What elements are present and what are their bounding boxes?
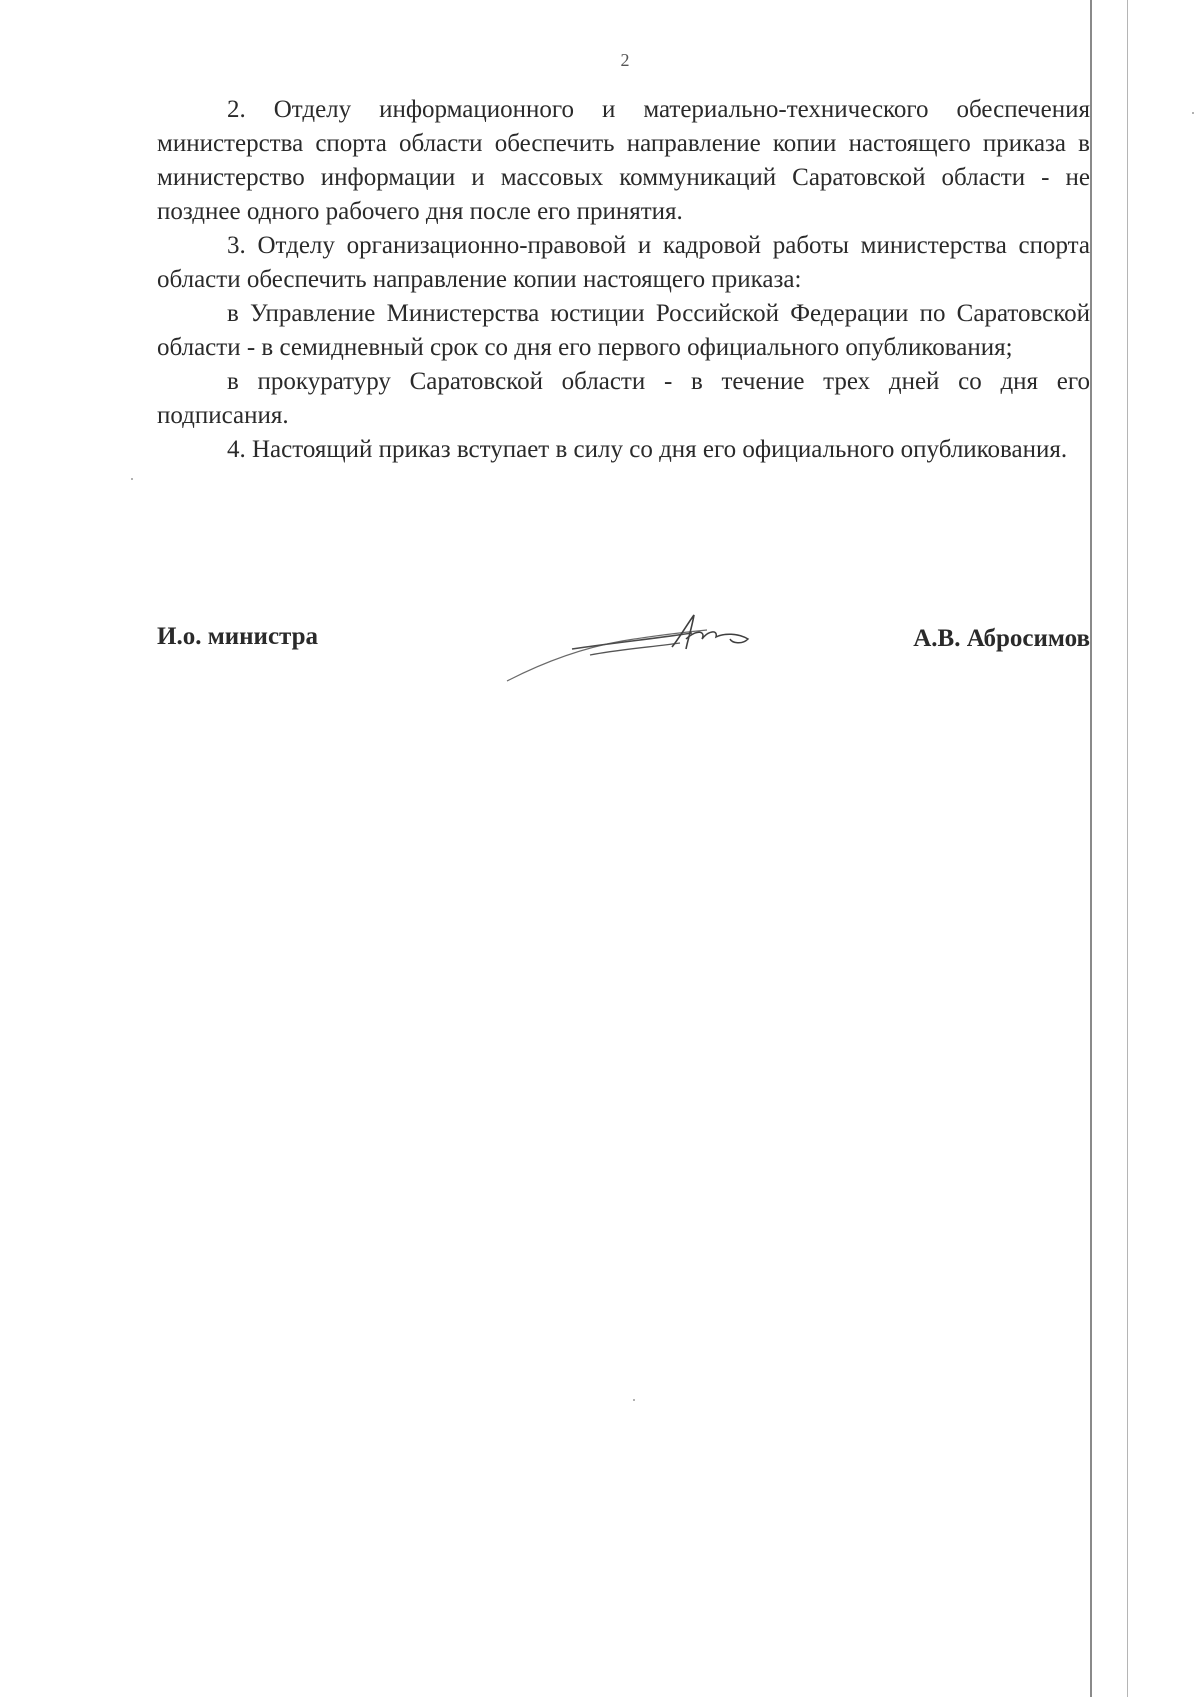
scan-speck bbox=[1192, 112, 1194, 114]
paragraph-item-3-justice: в Управление Министерства юстиции Российской Федерации по Саратовской области - в семидневный срок со дня его первого официального опубликования; bbox=[157, 300, 1090, 361]
signatory-title: И.о. министра bbox=[157, 623, 319, 650]
document-body bbox=[157, 93, 1090, 467]
paragraph-item-3-prosecutor: в прокуратуру Саратовской области - в течение трех дней со дня его подписания. bbox=[157, 368, 1090, 429]
handwritten-signature bbox=[502, 603, 762, 683]
scan-edge-line-secondary bbox=[1127, 0, 1128, 1697]
signature-block bbox=[157, 603, 1090, 683]
paragraph-item-2: 2. Отделу информационного и материально-технического обеспечения министерства спорта области обеспечить направление копии настоящего приказа в министерство информации и массовых коммуникаций Саратовской области - не позднее одного рабочего дня после его принятия. bbox=[157, 96, 1090, 225]
paragraph-item-3: 3. Отделу организационно-правовой и кадровой работы министерства спорта области обеспечить направление копии настоящего приказа: bbox=[157, 232, 1090, 293]
scan-speck bbox=[131, 478, 133, 480]
paragraph-item-4: 4. Настоящий приказ вступает в силу со дня его официального опубликования. bbox=[227, 436, 1068, 463]
page-number: 2 bbox=[620, 50, 630, 70]
signatory-name: А.В. Абросимов bbox=[913, 625, 1090, 652]
scan-speck bbox=[633, 1399, 635, 1401]
scan-edge-line bbox=[1090, 0, 1092, 1697]
